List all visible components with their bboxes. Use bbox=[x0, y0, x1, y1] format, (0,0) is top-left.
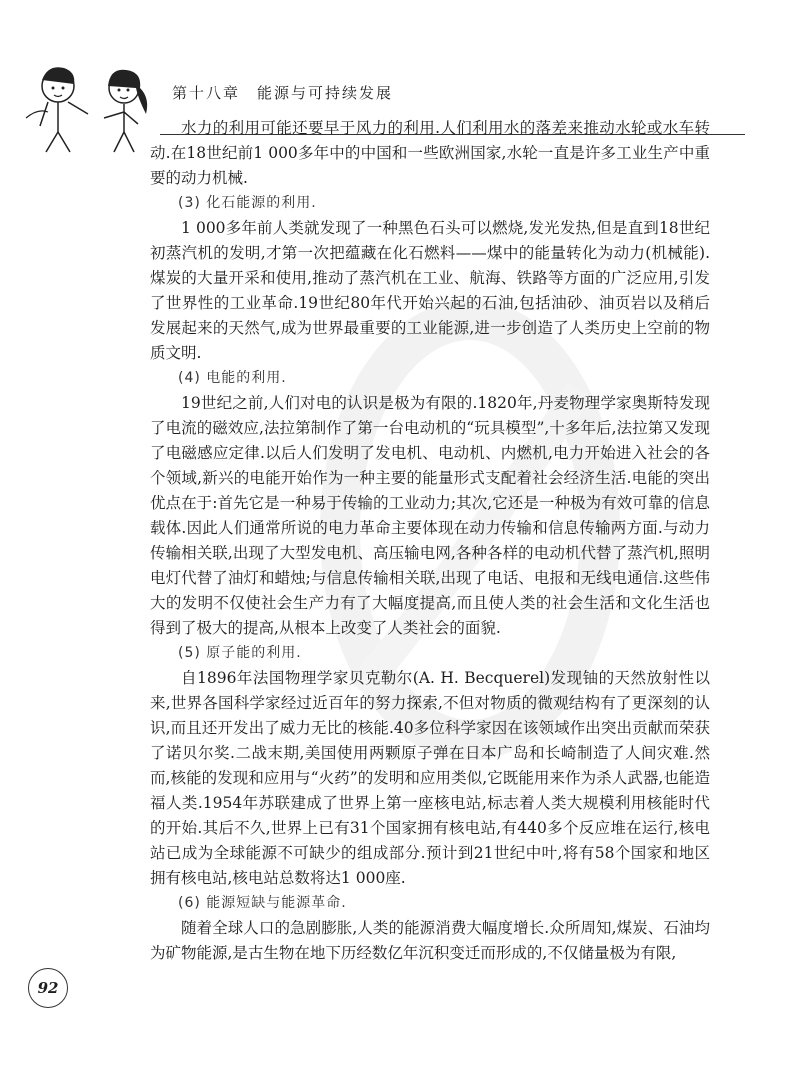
section-heading: (5) 原子能的利用. bbox=[178, 645, 302, 661]
body-text bbox=[150, 116, 710, 966]
section-heading: (3) 化石能源的利用. bbox=[178, 195, 317, 211]
section-heading: (6) 能源短缺与能源革命. bbox=[178, 895, 347, 911]
paragraph: 自1896年法国物理学家贝克勒尔(A. H. Becquerel)发现铀的天然放射性以来,世界各国科学家经过近百年的努力探索,不但对物质的微观结构有了更深刻的认识,而且还开发出了威力无比的核能.40多位科学家因在该领域作出突出贡献而荣获了诺贝尔奖.二战末期,美国使用两颗原子弹在日本广岛和长崎制造了人间灾难.然而,核能的发现和应用与“火药”的发明和应用类似,它既能用来作为杀人武器,也能造福人类.1954年苏联建成了世界上第一座核电站,标志着人类大规模利用核能时代的开始.其后不久,世界上已有31个国家拥有核电站,有440多个反应堆在运行,核电站已成为全球能源不可缺少的组成部分.预计到21世纪中叶,将有58个国家和地区拥有核电站,核电站总数将达1 000座. bbox=[150, 669, 710, 887]
page-header bbox=[0, 40, 800, 120]
section-heading: (4) 电能的利用. bbox=[178, 370, 287, 386]
paragraph: 随着全球人口的急剧膨胀,人类的能源消费大幅度增长.众所周知,煤炭、石油均为矿物能源,是古生物在地下历经数亿年沉积变迁而形成的,不仅储量极为有限, bbox=[150, 919, 710, 962]
children-illustration-icon bbox=[18, 48, 168, 158]
chapter-title: 第十八章 能源与可持续发展 bbox=[172, 84, 394, 102]
paragraph: 水力的利用可能还要早于风力的利用.人们利用水的落差来推动水轮或水车转动.在18世纪前1 000多年中的中国和一些欧洲国家,水轮一直是许多工业生产中重要的动力机械. bbox=[150, 119, 710, 187]
paragraph: 1 000多年前人类就发现了一种黑色石头可以燃烧,发光发热,但是直到18世纪初蒸汽机的发明,才第一次把蕴藏在化石燃料——煤中的能量转化为动力(机械能).煤炭的大量开采和使用,推动了蒸汽机在工业、航海、铁路等方面的广泛应用,引发了世界性的工业革命.19世纪80年代开始兴起的石油,包括油砂、油页岩以及稍后发展起来的天然气,成为世界最重要的工业能源,进一步创造了人类历史上空前的物质文明. bbox=[150, 219, 710, 362]
paragraph: 19世纪之前,人们对电的认识是极为有限的.1820年,丹麦物理学家奥斯特发现了电流的磁效应,法拉第制作了第一台电动机的“玩具模型”,十多年后,法拉第又发现了电磁感应定律.以后人们发明了发电机、电动机、内燃机,电力开始进入社会的各个领域,新兴的电能开始作为一种主要的能量形式支配着社会经济生活.电能的突出优点在于:首先它是一种易于传输的工业动力;其次,它还是一种极为有效可靠的信息载体.因此人们通常所说的电力革命主要体现在动力传输和信息传输两方面.与动力传输相关联,出现了大型发电机、高压输电网,各种各样的电动机代替了蒸汽机,照明电灯代替了油灯和蜡烛;与信息传输相关联,出现了电话、电报和无线电通信.这些伟大的发明不仅使社会生产力有了大幅度提高,而且使人类的社会生活和文化生活也得到了极大的提高,从根本上改变了人类社会的面貌. bbox=[150, 394, 710, 637]
page-number: 92 bbox=[28, 968, 68, 1008]
